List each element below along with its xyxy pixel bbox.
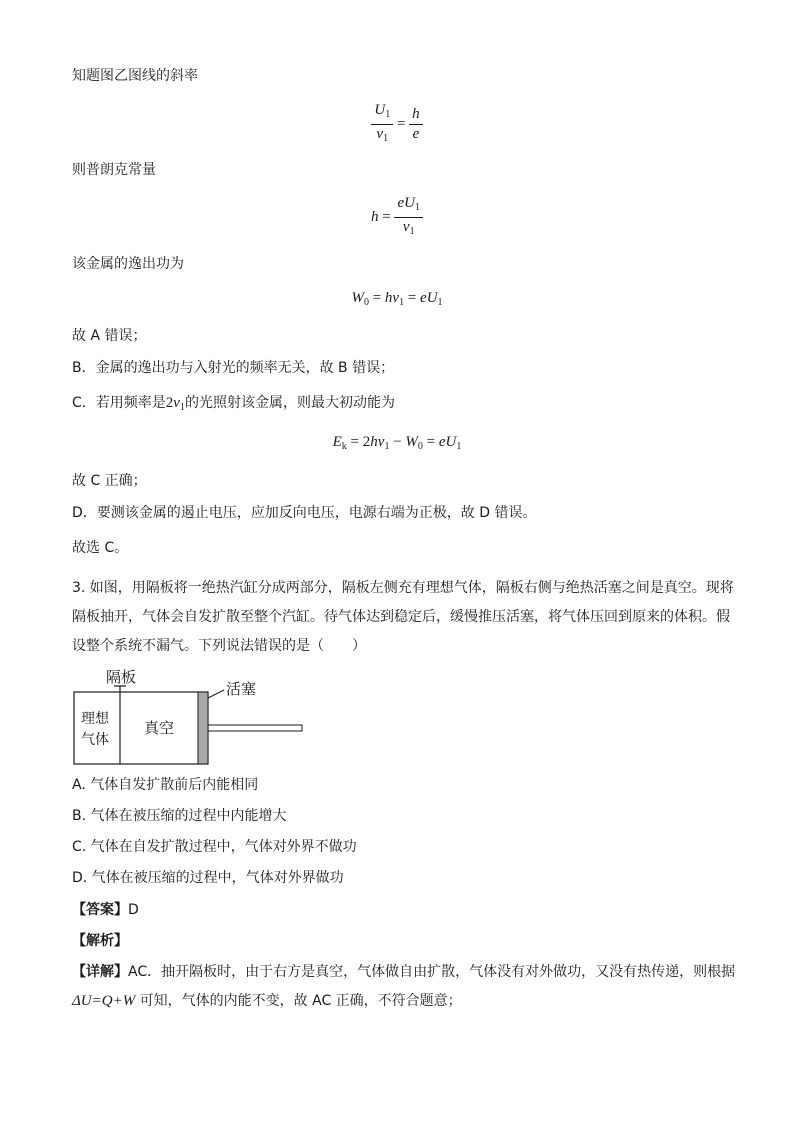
vacuum-label: 真空	[144, 719, 175, 737]
option-c: C. 气体在自发扩散过程中，气体对外界不做功	[72, 839, 357, 855]
piston-label: 活塞	[226, 680, 257, 698]
option-a: A. 气体自发扩散前后内能相同	[72, 777, 259, 793]
text-a-wrong: 故 A 错误；	[72, 328, 147, 344]
detail-paragraph: 【详解】AC．抽开隔板时，由于右方是真空，气体做自由扩散，气体没有对外做功，又没有热传递，则根据ΔU=Q+W 可知，气体的内能不变，故 AC 正确，不符合题意；	[72, 964, 736, 1009]
option-d: D. 气体在被压缩的过程中，气体对外界做功	[72, 870, 344, 886]
text-d-wrong: D．要测该金属的遏止电压，应加反向电压，电源右端为正极，故 D 错误。	[72, 505, 537, 521]
partition-label: 隔板	[106, 668, 137, 686]
text-c-condition: C．若用频率是$2\nu_1$的光照射该金属，则最大初动能为	[72, 395, 395, 413]
gas-label-line-1: 理想	[81, 711, 109, 727]
equation-slope: $\frac{U_1}{\nu_1}$ = $\frac{h}{e}$	[0, 101, 794, 148]
equation-work-function: $W_0 = h\nu_1 = eU_1$	[351, 290, 443, 308]
text-b-wrong: B．金属的逸出功与入射光的频率无关，故 B 错误；	[72, 360, 395, 376]
equation-planck: h = $\frac{eU_1}{\nu_1}$	[0, 194, 794, 241]
text-work-function: 该金属的逸出功为	[72, 256, 184, 272]
text-c-correct: 故 C 正确；	[72, 473, 147, 489]
text-slope: 知题图乙图线的斜率	[72, 68, 198, 84]
analysis-heading: 【解析】	[72, 933, 128, 949]
question-3-stem: 3. 如图，用隔板将一绝热汽缸分成两部分，隔板左侧充有理想气体，隔板右侧与绝热活塞之间是真空。现将隔板抽开，气体会自发扩散至整个汽缸。待气体达到稳定后，缓慢推压活塞，将气体压回到原来的体积。假设整个系统不漏气。下列说法错误的是（ ）	[72, 580, 734, 654]
text-choose-c: 故选 C。	[72, 540, 129, 556]
text-planck: 则普朗克常量	[72, 162, 156, 178]
equation-kinetic-energy: $E_k = 2h\nu_1 - W_0 = eU_1$	[332, 434, 462, 452]
piston	[198, 692, 208, 764]
gas-label-line-2: 气体	[81, 732, 109, 748]
option-b: B. 气体在被压缩的过程中内能增大	[72, 808, 287, 824]
piston-rod	[208, 725, 302, 731]
answer: 【答案】D	[72, 902, 139, 918]
cylinder-figure	[70, 665, 310, 770]
